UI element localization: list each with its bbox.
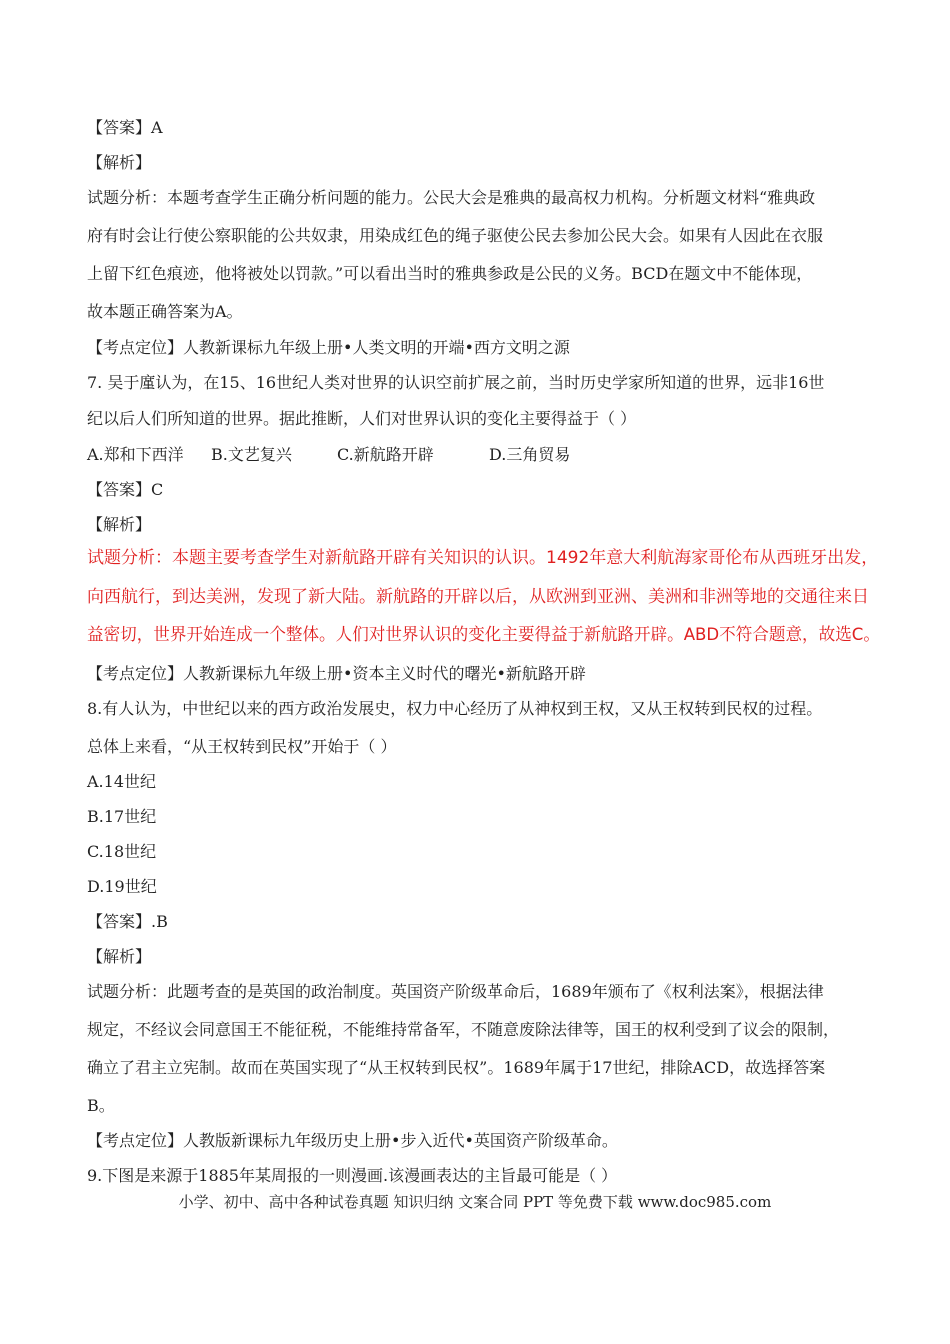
q8-option-d: D.19世纪 [87, 877, 157, 896]
q6-analysis-heading: 【解析】 [87, 153, 152, 172]
page-footer: 小学、初中、高中各种试卷真题 知识归纳 文案合同 PPT 等免费下载 www.doc985.com [178, 1193, 772, 1211]
q7-option-a: A.郑和下西洋 [87, 445, 184, 464]
q7-analysis-line: 向西航行，到达美洲，发现了新大陆。新航路的开辟以后，从欧洲到亚洲、美洲和非洲等地的交通往来日 [87, 587, 869, 607]
q8-stem-line: 8.有人认为，中世纪以来的西方政治发展史，权力中心经历了从神权到王权，又从王权转到民权的过程。 [87, 699, 823, 718]
q8-stem-line: 总体上来看，“从王权转到民权”开始于（ ） [87, 737, 397, 756]
q7-stem-line: 纪以后人们所知道的世界。据此推断，人们对世界认识的变化主要得益于（ ） [87, 409, 637, 428]
q8-analysis-line: 试题分析：此题考查的是英国的政治制度。英国资产阶级革命后，1689年颁布了《权利法案》，根据法律 [87, 982, 824, 1001]
q8-answer: 【答案】.B [87, 912, 168, 931]
q8-analysis-line: 规定，不经议会同意国王不能征税，不能维持常备军，不随意废除法律等，国王的权利受到了议会的限制， [87, 1020, 840, 1039]
q8-option-c: C.18世纪 [87, 842, 157, 861]
q8-kaodian: 【考点定位】人教版新课标九年级历史上册•步入近代•英国资产阶级革命。 [87, 1131, 618, 1150]
q6-kaodian: 【考点定位】人教新课标九年级上册•人类文明的开端•西方文明之源 [87, 338, 570, 357]
q6-analysis-line: 试题分析：本题考查学生正确分析问题的能力。公民大会是雅典的最高权力机构。分析题文材料“雅典政 [87, 188, 816, 207]
q7-options [87, 445, 570, 465]
q8-analysis-line: B。 [87, 1096, 115, 1115]
q7-analysis-heading: 【解析】 [87, 515, 152, 534]
q8-analysis-line: 确立了君主立宪制。故而在英国实现了“从王权转到民权”。1689年属于17世纪，排除ACD，故选择答案 [87, 1058, 826, 1077]
q7-analysis-line: 试题分析：本题主要考查学生对新航路开辟有关知识的认识。1492年意大利航海家哥伦布从西班牙出发， [87, 548, 879, 568]
q6-analysis-line: 上留下红色痕迹，他将被处以罚款。”可以看出当时的雅典参政是公民的义务。BCD在题文中不能体现， [87, 264, 813, 283]
q7-kaodian: 【考点定位】人教新课标九年级上册•资本主义时代的曙光•新航路开辟 [87, 664, 586, 683]
q6-analysis-line: 故本题正确答案为A。 [87, 302, 243, 321]
q7-option-d: D.三角贸易 [489, 445, 571, 464]
q7-analysis-line: 益密切，世界开始连成一个整体。人们对世界认识的变化主要得益于新航路开辟。ABD不符合题意，故选C。 [87, 625, 880, 645]
q9-stem: 9.下图是来源于1885年某周报的一则漫画.该漫画表达的主旨最可能是（ ） [87, 1166, 618, 1185]
q6-analysis-line: 府有时会让行使公察职能的公共奴隶，用染成红色的绳子驱使公民去参加公民大会。如果有人因此在衣服 [87, 226, 824, 245]
q8-analysis-heading: 【解析】 [87, 947, 152, 966]
q8-option-b: B.17世纪 [87, 807, 157, 826]
q7-option-b: B.文艺复兴 [211, 445, 292, 464]
q7-option-c: C.新航路开辟 [337, 445, 434, 464]
q8-option-a: A.14世纪 [87, 772, 157, 791]
q7-stem-line: 7. 吴于廑认为，在15、16世纪人类对世界的认识空前扩展之前，当时历史学家所知道的世界，远非16世 [87, 373, 825, 392]
q6-answer: 【答案】A [87, 118, 163, 137]
q7-answer: 【答案】C [87, 480, 164, 499]
